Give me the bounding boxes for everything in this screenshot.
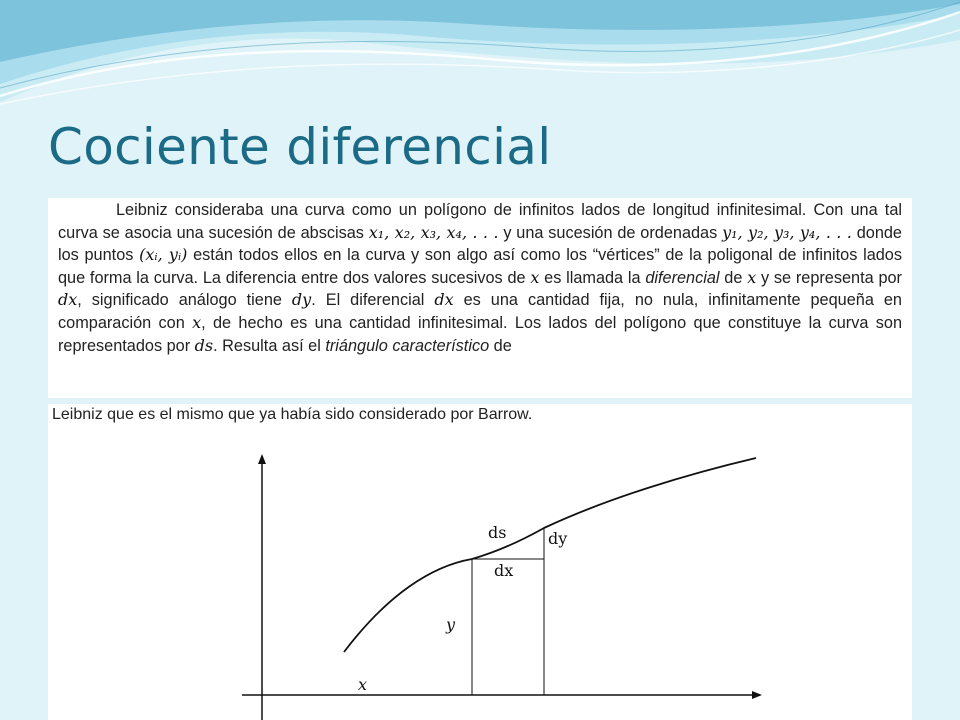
math-points: (xᵢ, yᵢ)	[139, 245, 188, 265]
text-segment: y una sucesión de ordenadas	[498, 223, 723, 242]
math-dx: dx	[434, 290, 454, 310]
text-segment: , de hecho es una cantidad infinitesimal. Los lados del polígono que constituye la curva son representados por	[58, 313, 902, 355]
math-x: x	[192, 312, 202, 332]
math-dx: dx	[58, 290, 78, 310]
label-y: y	[446, 615, 456, 634]
characteristic-triangle-diagram	[48, 404, 912, 720]
paragraph-box	[48, 198, 912, 398]
math-ordinates: y₁, y₂, y₃, y₄, . . .	[722, 222, 852, 242]
text-segment: y se representa por	[756, 268, 902, 287]
math-ds: ds	[194, 335, 214, 355]
text-segment: es llamada la	[539, 268, 646, 287]
paragraph-text	[58, 200, 902, 357]
label-dx: dx	[494, 561, 514, 580]
math-x: x	[530, 267, 540, 287]
curve	[344, 458, 756, 652]
label-ds: ds	[488, 523, 507, 542]
text-segment: . Resulta así el	[213, 336, 326, 355]
text-segment: , significado análogo tiene	[77, 291, 292, 310]
figure-box	[48, 404, 912, 720]
text-segment: de	[489, 336, 512, 355]
figure-caption: Leibniz que es el mismo que ya había sido considerado por Barrow.	[52, 406, 533, 423]
text-segment: de	[719, 268, 748, 287]
text-segment: donde los puntos	[58, 223, 902, 265]
text-segment: están todos ellos en la curva y son algo así como los “vértices” de la poligonal de infinitos lados que forma la curva. La diferencia entre dos valores sucesivos de	[58, 246, 902, 287]
label-x: x	[358, 675, 368, 694]
math-abscissas: x₁, x₂, x₃, x₄, . . .	[368, 222, 499, 242]
math-x: x	[747, 267, 757, 287]
text-segment: . El diferencial	[311, 291, 435, 310]
math-dy: dy	[291, 290, 312, 310]
label-dy: dy	[548, 529, 568, 548]
text-segment: Leibniz consideraba una curva como un polígono de infinitos lados de longitud infinitesimal. Con una tal curva se asocia una sucesión de abscisas	[58, 201, 902, 242]
emphasis-triangulo: triángulo característico	[325, 336, 490, 355]
slide-title: Cociente diferencial	[48, 118, 552, 176]
emphasis-diferencial: diferencial	[645, 268, 720, 287]
text-segment: es una cantidad fija, no nula, infinitamente pequeña en comparación con	[58, 291, 902, 332]
